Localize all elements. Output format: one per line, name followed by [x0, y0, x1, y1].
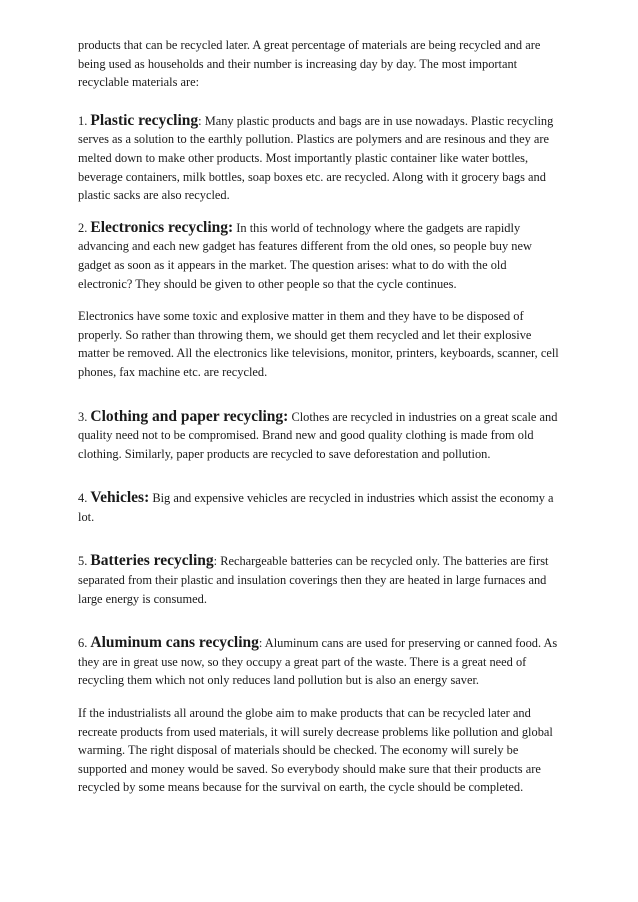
item-vehicles	[78, 489, 560, 526]
item-heading: Plastic recycling	[90, 111, 199, 129]
item-text: Clothes are recycled in industries on a great scale and quality need not to be compromised. Brand new and good quality clothing is made from old clothing. Similarly, paper products are recycled to save deforestation and pollution.	[78, 409, 558, 461]
item-number: 1.	[78, 113, 88, 128]
item-heading: Electronics recycling:	[90, 218, 234, 236]
item-aluminum-cans-recycling	[78, 634, 560, 690]
item-number: 4.	[78, 491, 88, 506]
item-heading: Batteries recycling	[90, 552, 214, 570]
item-number: 3.	[78, 409, 88, 424]
item-heading: Clothing and paper recycling:	[90, 407, 289, 425]
item-electronics-recycling	[78, 219, 560, 293]
item-text: : Many plastic products and bags are in use nowadays. Plastic recycling serves as a solution to the earthly pollution. Plastics are polymers and are resinous and they are melted down to make other products. Most importantly plastic container like water bottles, beverage containers, milk bottles, soap boxes etc. are recycled. Along with it grocery bags and plastic sacks are also recycled.	[78, 113, 554, 203]
electronics-extra-paragraph: Electronics have some toxic and explosive matter in them and they have to be disposed of properly. So rather than throwing them, we should get them recycled and let their explosive matter be removed. All the electronics like televisions, monitor, printers, keyboards, scanner, cell phones, fax machine etc. are recycled.	[78, 309, 559, 379]
item-heading: Vehicles:	[90, 489, 150, 507]
item-text: : Rechargeable batteries can be recycled only. The batteries are first separated from their plastic and insulation coverings then they are heated in large furnaces and large energy is consumed.	[78, 554, 549, 606]
intro-paragraph: products that can be recycled later. A great percentage of materials are being recycled and are being used as households and their number is increasing day by day. The most important recyclable materials are:	[78, 38, 541, 90]
item-text: : Aluminum cans are used for preserving or canned food. As they are in great use now, so they occupy a great part of the waste. There is a great need of recycling them which not only reduces land pollution but is also an energy saver.	[78, 636, 558, 688]
closing-paragraph: If the industrialists all around the globe aim to make products that can be recycled later and recreate products from used materials, it will surely decrease problems like pollution and global warming. The right disposal of materials should be checked. The economy will surely be supported and money would be saved. So everybody should make sure that their products are recycled by some means because for the survival on earth, the cycle should be completed.	[78, 706, 553, 795]
item-text: In this world of technology where the gadgets are rapidly advancing and each new gadget has features different from the old ones, so people buy new gadget as soon as it appears in the market. The question arises: what to do with the old electronic? They should be given to other people so that the cycle continues.	[78, 220, 532, 291]
item-clothing-paper-recycling	[78, 408, 560, 464]
item-plastic-recycling	[78, 112, 560, 205]
item-number: 6.	[78, 636, 88, 651]
item-number: 2.	[78, 220, 88, 235]
item-text: Big and expensive vehicles are recycled in industries which assist the economy a lot.	[78, 491, 554, 524]
item-batteries-recycling	[78, 552, 560, 608]
item-number: 5.	[78, 554, 88, 569]
item-heading: Aluminum cans recycling	[90, 634, 259, 652]
